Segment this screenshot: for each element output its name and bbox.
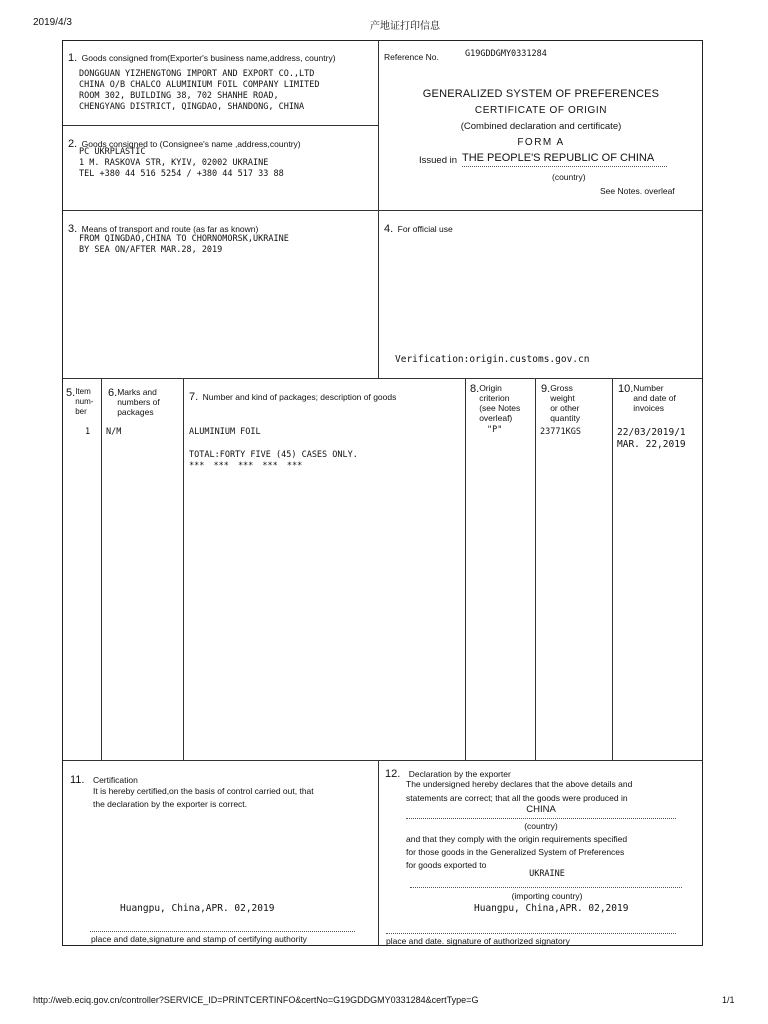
divider-goods-header [63,378,702,379]
col5-number: 5. [66,387,76,399]
col-divider-7-8 [465,378,466,760]
box1-line: DONGGUAN YIZHENGTONG IMPORT AND EXPORT CO.,LTD [79,69,315,79]
col5-label: Item num- ber [75,387,94,416]
box11-signature-line [90,931,355,932]
box2-line: 1 M. RASKOVA STR, KYIV, 02002 UKRAINE [79,158,269,168]
issued-in-underline [462,166,667,167]
title-form-a: FORM A [517,137,565,148]
box12-text2: and that they comply with the origin requirements specified for those goods in the Generalized System of Preferences for goods exported to [406,834,628,870]
issued-in-label: Issued in [419,155,458,166]
col7-label: Number and kind of packages; description of goods [202,392,397,402]
goods-item-number: 1 [85,427,91,437]
goods-criterion: "P" [487,425,503,435]
box3-route [79,234,377,256]
box11-label: Certification [92,775,138,785]
title-gsp: GENERALIZED SYSTEM OF PREFERENCES [422,88,660,100]
goods-weight: 23771KGS [540,427,581,437]
col10-label: Number and date of invoices [633,383,676,413]
verification-link[interactable]: Verification:origin.customs.gov.cn [395,354,590,365]
box2-address [79,147,377,180]
box1-address [79,69,377,113]
box2-line: TEL +380 44 516 5254 / +380 44 517 33 88 [79,169,284,179]
box12-country: CHINA [526,804,556,815]
col10-number: 10. [618,383,634,395]
box2-label: Goods consigned to (Consignee's name ,address,country) [81,139,301,149]
box11-number: 11. [70,774,85,786]
box12-number: 12. [385,768,401,780]
col8-label: Origin criterion (see Notes overleaf) [479,383,521,423]
divider-top-vertical [378,41,379,378]
box12-footer-label: place and date. signature of authorized signatory [386,936,570,946]
divider-box1-box2 [63,125,379,126]
see-notes: See Notes. overleaf [600,186,675,196]
footer-url[interactable]: http://web.eciq.gov.cn/controller?SERVICE_ID=PRINTCERTINFO&certNo=G19GDDGMY0331284&certType=G [33,995,479,1005]
col9-number: 9. [541,383,551,395]
divider-bottom-vertical [378,760,379,946]
title-certificate: CERTIFICATE OF ORIGIN [474,105,608,116]
box12-importing-line [410,887,682,888]
reference-label: Reference No. [384,52,439,62]
print-title: 产地证打印信息 [370,21,440,32]
box1-exporter [68,48,376,66]
col-divider-8-9 [535,378,536,760]
col5-header [66,387,100,419]
box1-line: CHENGYANG DISTRICT, QINGDAO, SHANDONG, CHINA [79,102,305,112]
box4-official-use [384,219,453,237]
box12-place-date: Huangpu, China,APR. 02,2019 [474,903,629,914]
col9-label: Gross weight or other quantity [550,383,580,423]
box12-country-hint: (country) [524,821,558,831]
box3-line: FROM QINGDAO,CHINA TO CHORNOMORSK,UKRAINE [79,234,289,244]
title-combined: (Combined declaration and certificate) [460,121,622,132]
goods-stars: *** *** *** *** *** [189,461,303,471]
col6-number: 6. [108,387,118,399]
print-date: 2019/4/3 [33,17,72,28]
page-number: 1/1 [722,995,735,1005]
goods-marks: N/M [106,427,122,437]
box11-footer-label: place and date,signature and stamp of certifying authority [91,934,307,944]
issued-country-hint: (country) [552,172,586,182]
goods-description: ALUMINIUM FOIL [189,427,261,437]
col-divider-5-6 [101,378,102,760]
box1-line: ROOM 302, BUILDING 38, 702 SHANHE ROAD, [79,91,279,101]
box12-label: Declaration by the exporter [408,769,511,779]
divider-top-row [63,210,702,211]
box3-line: BY SEA ON/AFTER MAR.28, 2019 [79,245,223,255]
col-divider-9-10 [612,378,613,760]
box12-country-line [406,818,676,819]
col7-header [189,387,463,405]
box1-number: 1. [68,52,78,64]
box4-number: 4. [384,223,394,235]
invoice-date: MAR. 22,2019 [617,439,686,450]
box3-number: 3. [68,223,78,235]
col6-header [108,387,182,420]
goods-total: TOTAL:FORTY FIVE (45) CASES ONLY. [189,450,358,460]
col8-header [470,383,534,426]
box12-text1: The undersigned hereby declares that the above details and statements are correct; that all the goods were produced in [406,779,633,803]
col6-label: Marks and numbers of packages [117,387,160,417]
box12-importing-country: UKRAINE [529,869,565,879]
box2-line: PC UKRPLASTIC [79,147,146,157]
box1-line: CHINA O/B CHALCO ALUMINIUM FOIL COMPANY LIMITED [79,80,320,90]
box2-number: 2. [68,138,78,150]
divider-declarations [63,760,702,761]
reference-number: G19GDDGMY0331284 [465,49,547,59]
box11-place-date: Huangpu, China,APR. 02,2019 [120,903,275,914]
col8-number: 8. [470,383,480,395]
box3-label: Means of transport and route (as far as known) [81,224,259,234]
col10-header [618,383,702,416]
box1-label: Goods consigned from(Exporter's business name,address, country) [81,53,336,63]
box4-label: For official use [397,224,453,234]
box11-text: It is hereby certified,on the basis of control carried out, that the declaration by the exporter is correct. [93,786,314,809]
col-divider-6-7 [183,378,184,760]
col7-number: 7. [189,391,199,403]
invoice-number: 22/03/2019/1 [617,427,686,438]
col9-header [541,383,611,426]
issued-in-country: THE PEOPLE'S REPUBLIC OF CHINA [462,152,655,164]
box12-importing-hint: (importing country) [511,891,583,901]
box12-signature-line [386,933,676,934]
